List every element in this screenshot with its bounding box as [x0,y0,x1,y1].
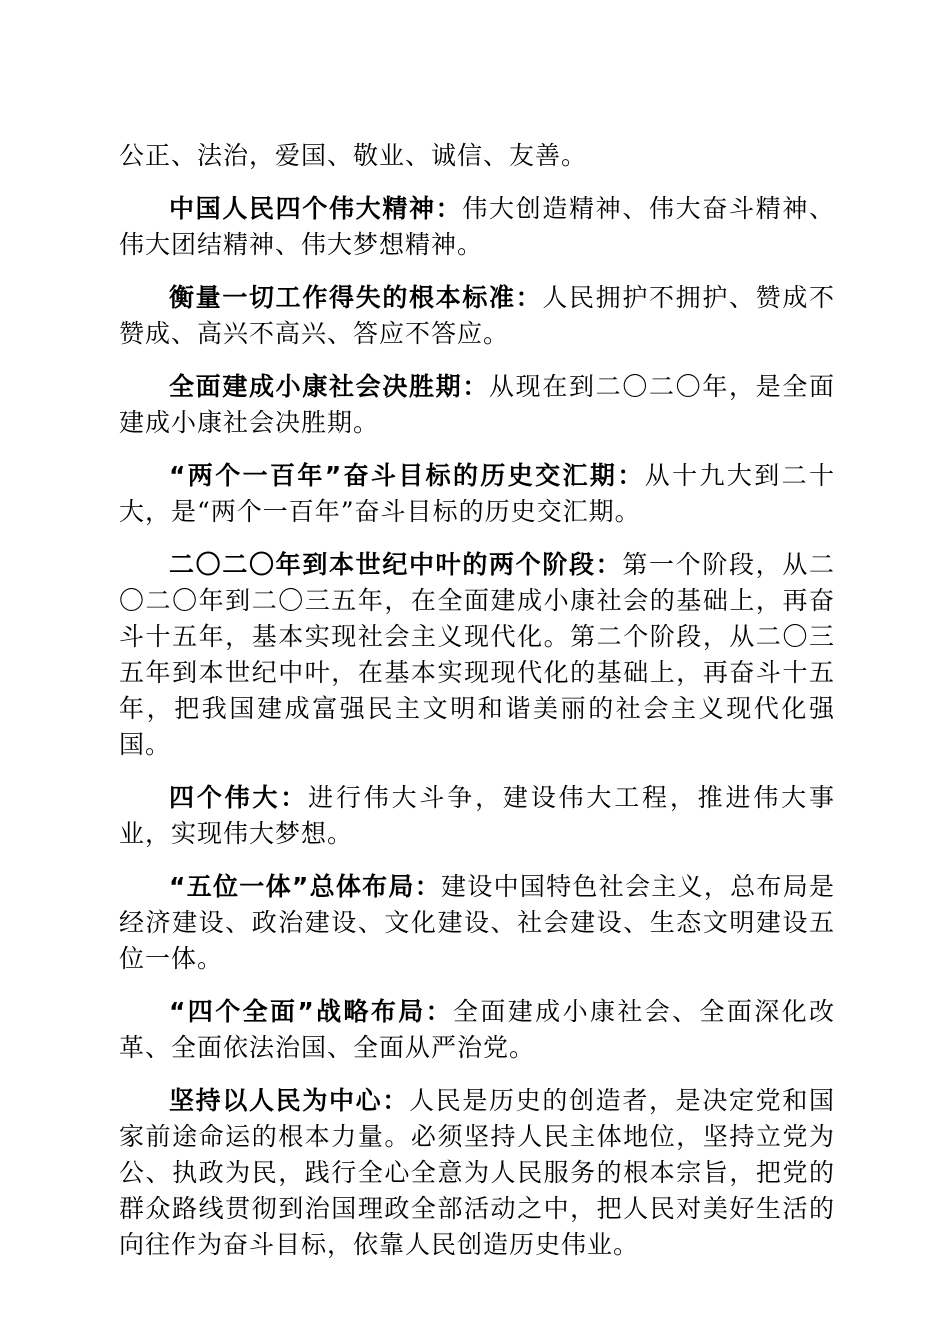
paragraph-continuation [119,138,835,174]
paragraph-two-stages [119,547,835,763]
paragraph-term: “五位一体”总体布局： [169,872,441,901]
paragraph-decisive-stage [119,369,835,441]
paragraph-five-sphere-layout [119,869,835,977]
paragraph-text: 第一个阶段，从二〇二〇年到二〇三五年，在全面建成小康社会的基础上，再奋斗十五年，基本实现社会主义现代化。第二个阶段，从二〇三五年到本世纪中叶，在基本实现现代化的基础上，再奋斗十五年，把我国建成富强民主文明和谐美丽的社会主义现代化强国。 [119,550,835,759]
paragraph-two-centenary-goals [119,458,835,530]
paragraph-term: 全面建成小康社会决胜期： [169,372,489,401]
paragraph-text: 从十九大到二十大，是“两个一百年”奋斗目标的历史交汇期。 [119,461,835,526]
paragraph-text: 全面建成小康社会、全面深化改革、全面依法治国、全面从严治党。 [119,997,835,1062]
paragraph-text: 人民拥护不拥护、赞成不赞成、高兴不高兴、答应不答应。 [119,283,835,348]
paragraph-text: 建设中国特色社会主义，总布局是经济建设、政治建设、文化建设、社会建设、生态文明建设五位一体。 [119,872,835,973]
paragraph-fundamental-standard [119,280,835,352]
paragraph-four-comprehensives [119,994,835,1066]
paragraph-text: 人民是历史的创造者，是决定党和国家前途命运的根本力量。必须坚持人民主体地位，坚持立党为公、执政为民，践行全心全意为人民服务的根本宗旨，把党的群众路线贯彻到治国理政全部活动之中，把人民对美好生活的向往作为奋斗目标，依靠人民创造历史伟业。 [119,1086,835,1259]
paragraph-text: 伟大创造精神、伟大奋斗精神、伟大团结精神、伟大梦想精神。 [119,194,835,259]
paragraph-term: 衡量一切工作得失的根本标准： [169,283,543,312]
paragraph-four-great-spirits [119,191,835,263]
paragraph-term: 二〇二〇年到本世纪中叶的两个阶段： [169,550,623,579]
paragraph-text: 进行伟大斗争，建设伟大工程，推进伟大事业，实现伟大梦想。 [119,783,835,848]
paragraph-term: “四个全面”战略布局： [169,997,454,1026]
paragraph-text: 公正、法治，爱国、敬业、诚信、友善。 [119,141,588,170]
paragraph-term: 坚持以人民为中心： [169,1086,409,1115]
paragraph-term: “两个一百年”奋斗目标的历史交汇期： [169,461,645,490]
paragraph-term: 中国人民四个伟大精神： [169,194,463,223]
paragraph-people-centered [119,1083,835,1263]
paragraph-four-greats [119,780,835,852]
document-page [119,138,835,1263]
paragraph-term: 四个伟大： [169,783,309,812]
paragraph-text: 从现在到二〇二〇年，是全面建成小康社会决胜期。 [119,372,835,437]
